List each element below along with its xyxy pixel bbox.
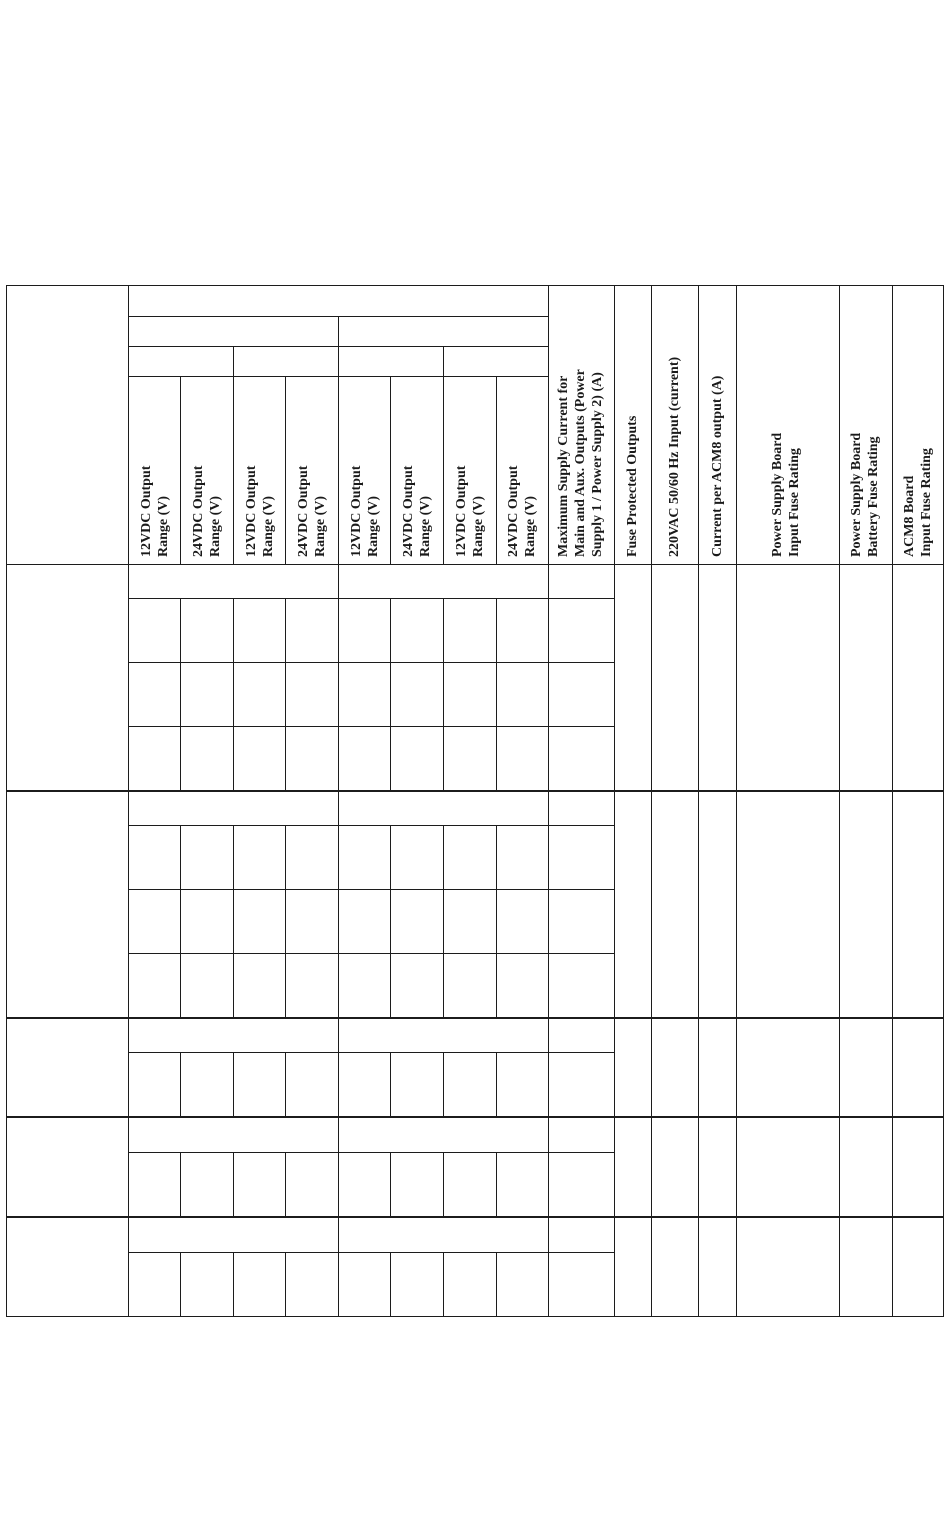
grid-line (496, 598, 497, 790)
header-24vdc-output-range (400, 466, 434, 557)
grid-line (390, 1252, 391, 1317)
grid-line (285, 1052, 286, 1116)
table-border-right (943, 285, 944, 1317)
header-line1: 12VDC Output (139, 465, 154, 557)
grid-line (496, 376, 497, 564)
header-12vdc-output-range (243, 466, 277, 557)
header-12vdc-output-range (138, 466, 172, 557)
grid-line (338, 316, 339, 1317)
grid-line (390, 825, 391, 1017)
header-line2: Battery Fuse Rating (866, 436, 881, 557)
grid-line (496, 825, 497, 1017)
header-fuse-protected-outputs (624, 416, 641, 557)
grid-line (839, 285, 840, 1317)
grid-line (285, 1152, 286, 1216)
header-line1: Maximum Supply Current for (556, 375, 571, 557)
header-220vac-input (666, 357, 683, 557)
grid-line (233, 1152, 234, 1216)
grid-line (128, 598, 615, 599)
grid-line (128, 953, 615, 954)
grid-line (443, 346, 444, 564)
grid-line (390, 376, 391, 564)
header-12vdc-output-range (453, 466, 487, 557)
header-max-supply-current (555, 369, 606, 557)
grid-line (128, 662, 615, 663)
grid-line (180, 825, 181, 1017)
header-line1: ACM8 Board (902, 475, 917, 557)
grid-line (233, 346, 234, 564)
header-line1: 12VDC Output (349, 465, 364, 557)
grid-line (128, 376, 549, 377)
header-line1: 12VDC Output (244, 465, 259, 557)
header-line2: Range (V) (208, 495, 223, 557)
grid-line (443, 598, 444, 790)
table-border-left (6, 285, 7, 1317)
grid-line (390, 1052, 391, 1116)
grid-line (285, 376, 286, 564)
grid-line (233, 1252, 234, 1317)
header-acm8-input-fuse-rating (901, 448, 935, 557)
grid-line (233, 1052, 234, 1116)
grid-line (443, 1052, 444, 1116)
block-separator (6, 1116, 944, 1118)
grid-line (128, 285, 129, 1317)
header-line2: Input Fuse Rating (919, 448, 934, 557)
header-line1: 24VDC Output (191, 465, 206, 557)
table-border-bottom (6, 1316, 944, 1317)
header-line1: 24VDC Output (296, 465, 311, 557)
grid-line (180, 1052, 181, 1116)
block-separator (6, 1017, 944, 1019)
grid-line (390, 1152, 391, 1216)
header-current-per-acm8-output (709, 376, 726, 557)
grid-line (496, 1052, 497, 1116)
grid-line (892, 285, 893, 1317)
grid-line (736, 285, 737, 1317)
header-line3: Supply 1 / Power Supply 2) (A) (590, 372, 605, 557)
header-line1: 24VDC Output (401, 465, 416, 557)
grid-line (128, 1252, 615, 1253)
header-line2: Range (V) (523, 495, 538, 557)
grid-line (180, 1152, 181, 1216)
header-line1: 24VDC Output (506, 465, 521, 557)
header-24vdc-output-range (190, 466, 224, 557)
header-line1: Current per ACM8 output (A) (710, 375, 725, 557)
header-line1: 12VDC Output (454, 465, 469, 557)
grid-line (128, 316, 549, 317)
block-separator (6, 790, 944, 792)
table-border-top (6, 285, 944, 286)
header-line2: Range (V) (313, 495, 328, 557)
grid-line (285, 598, 286, 790)
grid-line (233, 825, 234, 1017)
grid-line (128, 346, 549, 347)
grid-line (285, 825, 286, 1017)
grid-line (443, 1152, 444, 1216)
header-line2: Range (V) (471, 495, 486, 557)
grid-line (128, 825, 615, 826)
header-12vdc-output-range (348, 466, 382, 557)
grid-line (128, 1052, 615, 1053)
header-line2: Range (V) (366, 495, 381, 557)
header-ps-input-fuse-rating (769, 433, 803, 557)
header-line2: Range (V) (156, 495, 171, 557)
grid-line (651, 285, 652, 1317)
grid-line (180, 1252, 181, 1317)
header-line2: Main and Aux. Outputs (Power (573, 369, 588, 557)
grid-line (443, 1252, 444, 1317)
header-line1: Fuse Protected Outputs (625, 415, 640, 557)
header-line2: Input Fuse Rating (787, 448, 802, 557)
grid-line (285, 1252, 286, 1317)
grid-line (180, 598, 181, 790)
header-line1: Power Supply Board (770, 432, 785, 557)
grid-line (128, 726, 615, 727)
grid-line (233, 598, 234, 790)
header-24vdc-output-range (295, 466, 329, 557)
header-bottom-line (6, 564, 944, 565)
grid-line (180, 376, 181, 564)
grid-line (443, 825, 444, 1017)
grid-line (496, 1152, 497, 1216)
grid-line (548, 285, 549, 1317)
header-ps-battery-fuse-rating (848, 433, 882, 557)
grid-line (698, 285, 699, 1317)
grid-line (390, 598, 391, 790)
grid-line (614, 285, 615, 1317)
grid-line (128, 1152, 615, 1153)
block-separator (6, 1216, 944, 1218)
grid-line (496, 1252, 497, 1317)
header-line1: 220VAC 50/60 Hz Input (current) (667, 356, 682, 557)
header-line2: Range (V) (261, 495, 276, 557)
grid-line (128, 889, 615, 890)
header-line1: Power Supply Board (849, 432, 864, 557)
header-24vdc-output-range (505, 466, 539, 557)
header-line2: Range (V) (418, 495, 433, 557)
